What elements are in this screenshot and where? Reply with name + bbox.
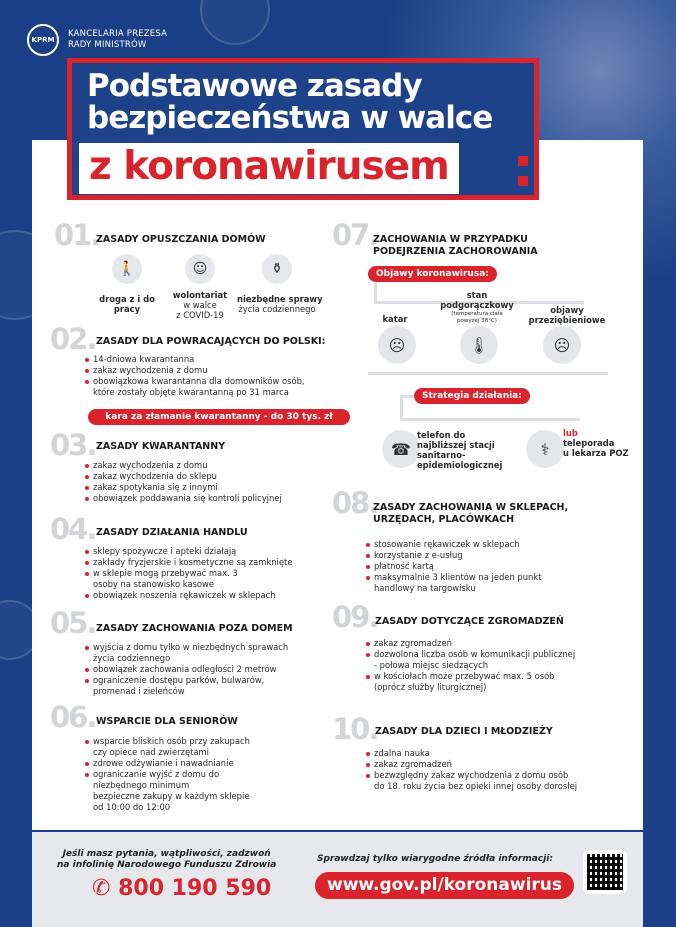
list-item: zakaz zgromadzeń: [366, 759, 577, 770]
section-heading: ZASADY KWARANTANNY: [96, 441, 226, 452]
list-item: stosowanie rękawiczek w sklepach: [366, 539, 542, 550]
section-number: 07.: [332, 218, 378, 252]
list-item: dozwolona liczba osób w komunikacji publicznej: [366, 649, 575, 660]
section-heading: ZASADY DLA DZIECI I MŁODZIEŻY: [375, 726, 553, 737]
list-item: do 18. roku życia bez opieki innej osoby dorosłej: [374, 781, 578, 791]
section-number: 06.: [50, 700, 96, 734]
caption: niezbędne sprawy życia codziennego: [237, 294, 323, 314]
symptoms-label: Objawy koronawirusa:: [368, 266, 497, 282]
section-heading: ZASADY DZIAŁANIA HANDLU: [96, 527, 248, 538]
list-item: obowiązek poddawania się kontroli policyjnej: [85, 493, 282, 504]
section-number: 02.: [50, 322, 96, 356]
list-item: zakaz spotykania się z innymi: [85, 482, 282, 493]
list-item: zakaz zgromadzeń: [366, 638, 575, 649]
section-number: 09.: [332, 600, 378, 634]
strategy-text: lub teleporada u lekarza POZ: [563, 428, 629, 458]
page-title-line3: z koronawirusem: [79, 143, 459, 194]
strategy-text: telefon do najbliższej stacji sanitarno- epidemiologicznej: [417, 430, 503, 470]
list-item: zakaz wychodzenia do sklepu: [85, 471, 282, 482]
phone-icon: ☎: [382, 430, 420, 468]
content-card: [32, 140, 643, 830]
section-number: 01.: [54, 218, 100, 252]
walking-person-icon: 🚶: [112, 254, 142, 284]
list-item: bezwzględny zakaz wychodzenia z domu osób: [366, 770, 577, 781]
section-number: 10.: [332, 712, 378, 746]
list-item: obowiązek noszenia rękawiczek w sklepach: [85, 590, 292, 601]
page-title-line2: bezpieczeństwa w walce: [87, 100, 493, 136]
list-item: które zostały objęte kwarantanną po 31 marca: [93, 387, 289, 397]
list-item: obowiązek zachowania odległości 2 metrów: [85, 664, 288, 675]
list-item: od 10:00 do 12:00: [93, 802, 171, 812]
list-item: zakaz wychodzenia z domu: [85, 460, 282, 471]
caption: wolontariat w walce z COVID-19: [172, 290, 228, 320]
phone-icon: ✆: [92, 876, 119, 901]
list-item: ograniczenie dostępu parków, bulwarów,: [85, 675, 288, 686]
section-number: 05.: [50, 606, 96, 640]
list-item: niezbędnego minimum: [93, 780, 190, 790]
symptom-label: objawy przeziębieniowe: [528, 305, 606, 325]
bullet-list: [85, 642, 288, 697]
stethoscope-icon: ⚕: [526, 430, 564, 468]
list-item: - połowa miejsc siedzących: [374, 660, 489, 670]
list-item: zdrowe odżywianie i nawadnianie: [85, 758, 250, 769]
caption: droga z i do pracy: [99, 294, 155, 314]
list-item: zakłady fryzjerskie i kosmetyczne są zamknięte: [85, 557, 292, 568]
list-item: zdalna nauka: [366, 748, 577, 759]
section-heading: ZASADY DLA POWRACAJĄCYCH DO POLSKI:: [96, 336, 326, 347]
org-name-line2: RADY MINISTRÓW: [68, 40, 147, 50]
eagle-emblem-icon: KPRM: [27, 24, 59, 56]
mask-face-icon: ☺: [185, 254, 215, 284]
section-heading: ZASADY ZACHOWANIA POZA DOMEM: [96, 623, 293, 634]
list-item: wyjścia z domu tylko w niezbędnych sprawach: [85, 642, 288, 653]
shopping-bottles-icon: ⚱: [262, 254, 292, 284]
org-name-line1: KANCELARIA PREZESA: [68, 29, 168, 39]
bullet-list: [85, 354, 305, 398]
list-item: promenad i zieleńców: [93, 686, 185, 696]
section-number: 03.: [50, 428, 96, 462]
section-heading-line1: ZACHOWANIA W PRZYPADKU: [373, 234, 528, 245]
section-heading: ZASADY OPUSZCZANIA DOMÓW: [96, 234, 266, 245]
symptom-label: stan podgorączkowy: [440, 290, 514, 310]
list-item: płatność kartą: [366, 561, 542, 572]
bullet-list: [85, 736, 250, 813]
strategy-label: Strategia działania:: [414, 388, 530, 404]
list-item: osoby na stanowisko kasowe: [93, 579, 215, 589]
list-item: korzystanie z e-usług: [366, 550, 542, 561]
thermometer-icon: 🌡: [460, 326, 498, 364]
kprm-logo: [27, 24, 167, 56]
helpline-text: Jeśli masz pytania, wątpliwości, zadzwoń na infolinię Narodowego Funduszu Zdrowia: [57, 849, 277, 870]
bullet-list: [85, 460, 282, 504]
list-item: sklepy spożywcze i apteki działają: [85, 546, 292, 557]
list-item: obowiązkowa kwarantanna dla domowników osób,: [85, 376, 305, 387]
bullet-list: [366, 748, 577, 792]
list-item: maksymalnie 3 klientów na jeden punkt: [366, 572, 542, 583]
symptom-note: (temperatura ciała powyżej 38°C): [451, 311, 503, 324]
footer: [32, 832, 643, 927]
page-title-line1: Podstawowe zasady: [87, 68, 422, 104]
bullet-list: [85, 546, 292, 601]
title-colon: [515, 150, 531, 190]
sneezing-person-icon: ☹: [378, 326, 416, 364]
list-item: w kościołach może przebywać max. 5 osób: [366, 671, 575, 682]
sources-label: Sprawdzaj tylko wiarygodne źródła informacji:: [317, 854, 553, 864]
list-item: wsparcie bliskich osób przy zakupach: [85, 736, 250, 747]
section-heading-line2: PODEJRZENIA ZACHOROWANIA: [373, 246, 538, 257]
qr-code-icon[interactable]: [583, 850, 627, 894]
list-item: zakaz wychodzenia z domu: [85, 365, 305, 376]
section-number: 04.: [50, 512, 96, 546]
coughing-person-icon: ☹: [543, 326, 581, 364]
list-item: czy opiece nad zwierzętami: [93, 747, 209, 757]
helpline-phone[interactable]: ✆ 800 190 590: [92, 876, 272, 901]
section-heading-line1: ZASADY ZACHOWANIA W SKLEPACH,: [373, 502, 569, 513]
list-item: handlowy na targowisku: [374, 583, 476, 593]
website-link[interactable]: www.gov.pl/koronawirus: [315, 872, 574, 899]
bullet-list: [366, 638, 575, 693]
penalty-badge: kara za złamanie kwarantanny - do 30 tys. zł: [88, 409, 350, 425]
list-item: w sklepie mogą przebywać max. 3: [85, 568, 292, 579]
list-item: (oprócz służby liturgicznej): [374, 682, 487, 692]
section-heading: WSPARCIE DLA SENIORÓW: [96, 716, 238, 727]
list-item: ograniczanie wyjść z domu do: [85, 769, 250, 780]
section-heading-line2: URZĘDACH, PLACÓWKACH: [373, 514, 515, 525]
symptom-label: katar: [382, 314, 408, 324]
section-number: 08.: [332, 486, 378, 520]
bullet-list: [366, 539, 542, 594]
list-item: bezpieczne zakupy w każdym sklepie: [93, 791, 250, 801]
list-item: 14-dniowa kwarantanna: [85, 354, 305, 365]
list-item: życia codziennego: [93, 653, 171, 663]
section-heading: ZASADY DOTYCZĄCE ZGROMADZEŃ: [375, 616, 564, 627]
